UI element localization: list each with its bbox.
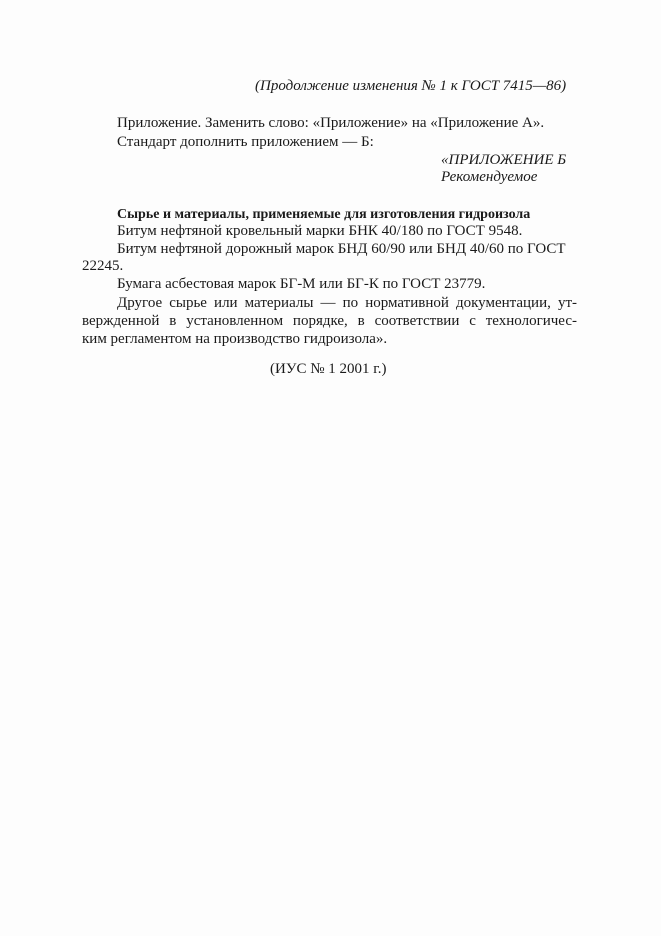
section-title: Сырье и материалы, применяемые для изготовления гидроизола xyxy=(117,207,531,222)
list-item-roof-bitumen: Битум нефтяной кровельный марки БНК 40/180 по ГОСТ 9548. xyxy=(117,223,523,239)
list-item-other-materials-end: ким регламентом на производство гидроизола». xyxy=(82,331,388,347)
appendix-title: «ПРИЛОЖЕНИЕ Б xyxy=(441,152,567,168)
list-item-other-materials: Другое сырье или материалы — по нормативной документации, ут- xyxy=(117,295,577,311)
list-item-other-materials-cont: вержденной в установленном порядке, в соответствии с технологичес- xyxy=(82,313,577,329)
list-item-asbestos-paper: Бумага асбестовая марок БГ-М или БГ-К по ГОСТ 23779. xyxy=(117,276,486,292)
paragraph-replace-word: Приложение. Заменить слово: «Приложение» на «Приложение А». xyxy=(117,115,545,131)
appendix-status: Рекомендуемое xyxy=(441,169,538,185)
paragraph-add-appendix: Стандарт дополнить приложением — Б: xyxy=(117,134,374,150)
ius-reference: (ИУС № 1 2001 г.) xyxy=(270,361,387,377)
list-item-road-bitumen: Битум нефтяной дорожный марок БНД 60/90 или БНД 40/60 по ГОСТ xyxy=(117,241,566,257)
continuation-header: (Продолжение изменения № 1 к ГОСТ 7415—86) xyxy=(255,78,567,94)
list-item-road-bitumen-cont: 22245. xyxy=(82,258,124,274)
